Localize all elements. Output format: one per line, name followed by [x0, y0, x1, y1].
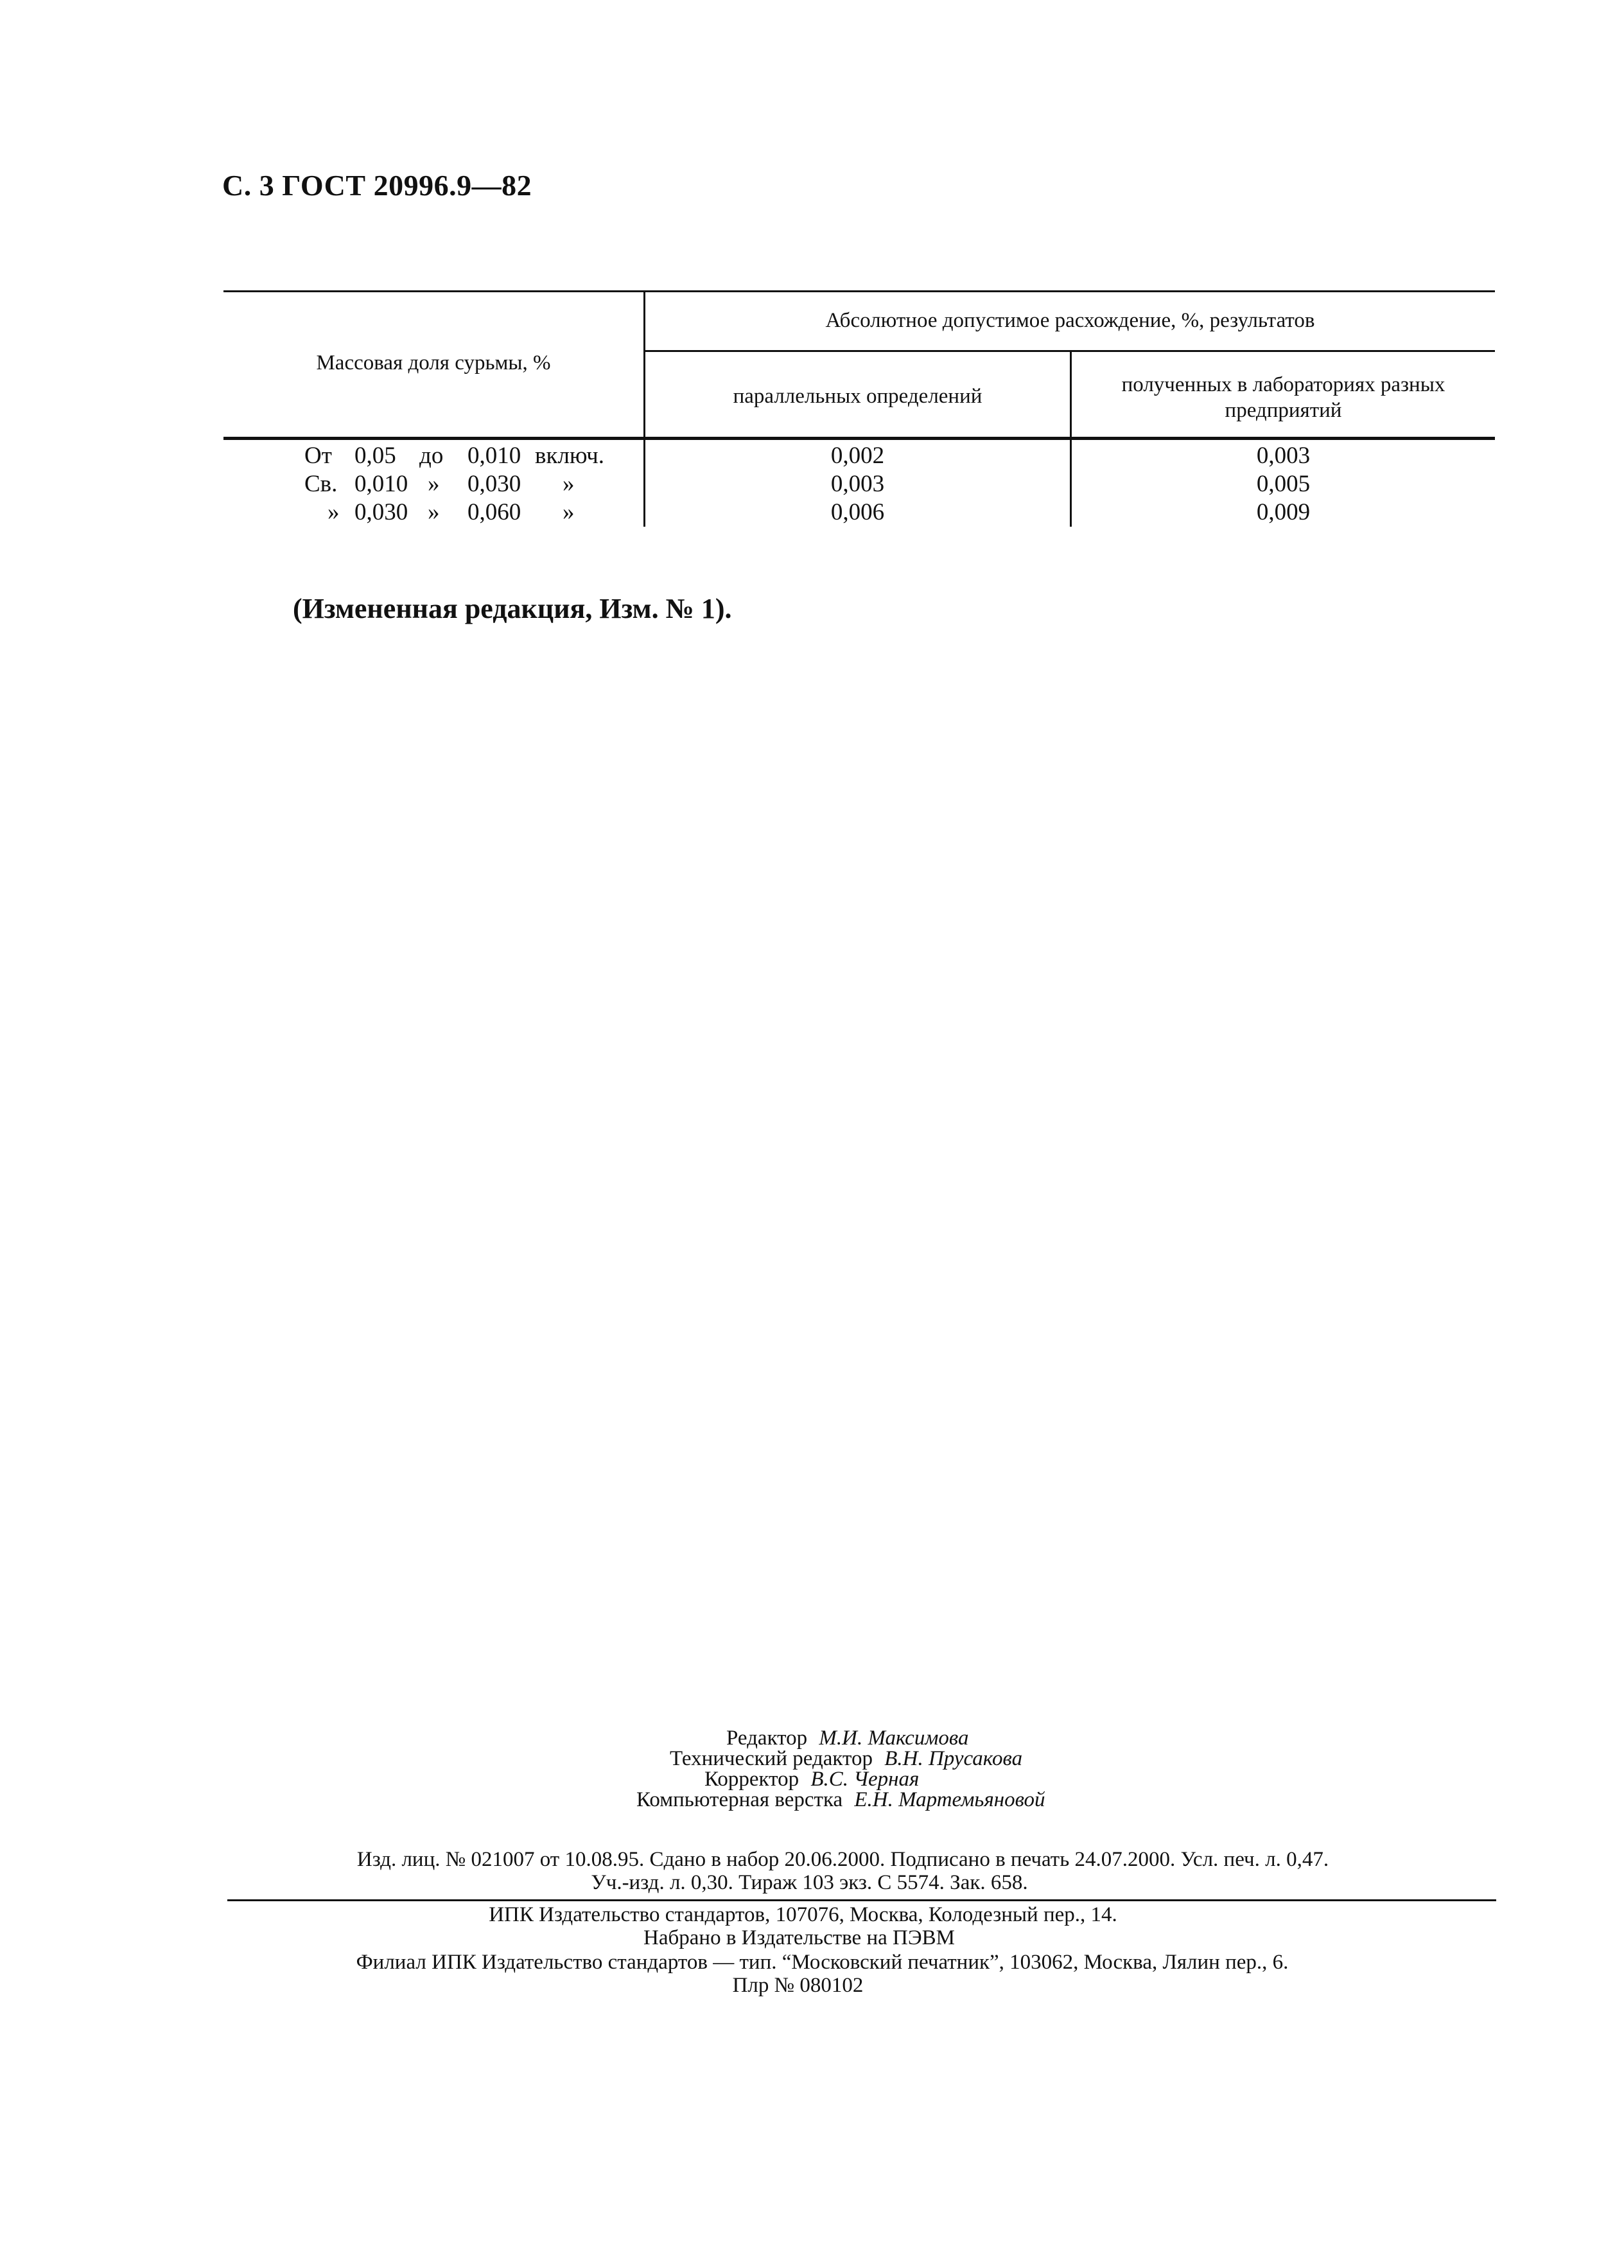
- row-from: 0,030: [354, 499, 408, 525]
- row-from: 0,05: [354, 443, 396, 469]
- col2-header: параллельных определений: [733, 385, 982, 408]
- imprint-line: Уч.-изд. л. 0,30. Тираж 103 экз. С 5574. Зак. 658.: [591, 1871, 1028, 1894]
- amendment-note: (Измененная редакция, Изм. № 1).: [293, 593, 732, 624]
- imprint-line: ИПК Издательство стандартов, 107076, Москва, Колодезный пер., 14.: [489, 1903, 1117, 1926]
- group-header: Абсолютное допустимое расхождение, %, результатов: [825, 309, 1315, 332]
- credit-name: В.Н. Прусакова: [884, 1747, 1023, 1770]
- credit-line-editor: [726, 1728, 969, 1748]
- imprint-line: Набрано в Издательстве на ПЭВМ: [643, 1926, 955, 1949]
- credit-role: Компьютерная верстка: [636, 1788, 843, 1811]
- row-to: 0,060: [467, 499, 521, 525]
- row-labs: 0,009: [1256, 499, 1311, 525]
- row-prefix: От: [304, 443, 332, 469]
- credit-role: Редактор: [726, 1727, 808, 1750]
- credit-line-tech-editor: [670, 1748, 1022, 1769]
- credit-role: Корректор: [704, 1768, 799, 1791]
- imprint-rule: [227, 1899, 1496, 1901]
- col3-header-line1: полученных в лабораториях разных: [1121, 373, 1445, 396]
- row-parallel: 0,002: [830, 443, 885, 469]
- row-to: 0,030: [467, 471, 521, 497]
- row-from: 0,010: [354, 471, 408, 497]
- row-mid: до: [419, 443, 444, 469]
- table-header-bottom-rule: [223, 437, 1495, 440]
- credit-role: Технический редактор: [670, 1747, 873, 1770]
- row-labs: 0,005: [1256, 471, 1311, 497]
- credit-line-layout: [636, 1789, 1045, 1810]
- row-parallel: 0,006: [830, 499, 885, 525]
- row-mid: »: [428, 471, 440, 497]
- row-mid: »: [428, 499, 440, 525]
- credit-name: В.С. Черная: [810, 1768, 920, 1791]
- imprint-line: Плр № 080102: [732, 1974, 864, 1997]
- credit-line-proofreader: [704, 1769, 919, 1789]
- tolerance-table: [223, 290, 1495, 534]
- row-prefix: Св.: [304, 471, 338, 497]
- col1-header: Массовая доля сурьмы, %: [316, 351, 551, 374]
- table-top-rule: [223, 290, 1495, 292]
- credit-name: М.И. Максимова: [819, 1727, 969, 1750]
- credit-name: Е.Н. Мартемьяновой: [854, 1788, 1045, 1811]
- page-title: С. 3 ГОСТ 20996.9—82: [222, 169, 532, 202]
- row-parallel: 0,003: [830, 471, 885, 497]
- col3-header-line2: предприятий: [1225, 399, 1342, 422]
- imprint-line: Изд. лиц. № 021007 от 10.08.95. Сдано в набор 20.06.2000. Подписано в печать 24.07.2000. Усл. печ. л. 0,47.: [356, 1848, 1329, 1871]
- row-labs: 0,003: [1256, 443, 1311, 469]
- imprint-line: Филиал ИПК Издательство стандартов — тип. “Московский печатник”, 103062, Москва, Лялин пер., 6.: [356, 1951, 1289, 1974]
- row-suffix: »: [563, 499, 575, 525]
- row-prefix: »: [327, 499, 340, 525]
- row-suffix: »: [563, 471, 575, 497]
- row-to: 0,010: [467, 443, 521, 469]
- row-suffix: включ.: [535, 443, 605, 469]
